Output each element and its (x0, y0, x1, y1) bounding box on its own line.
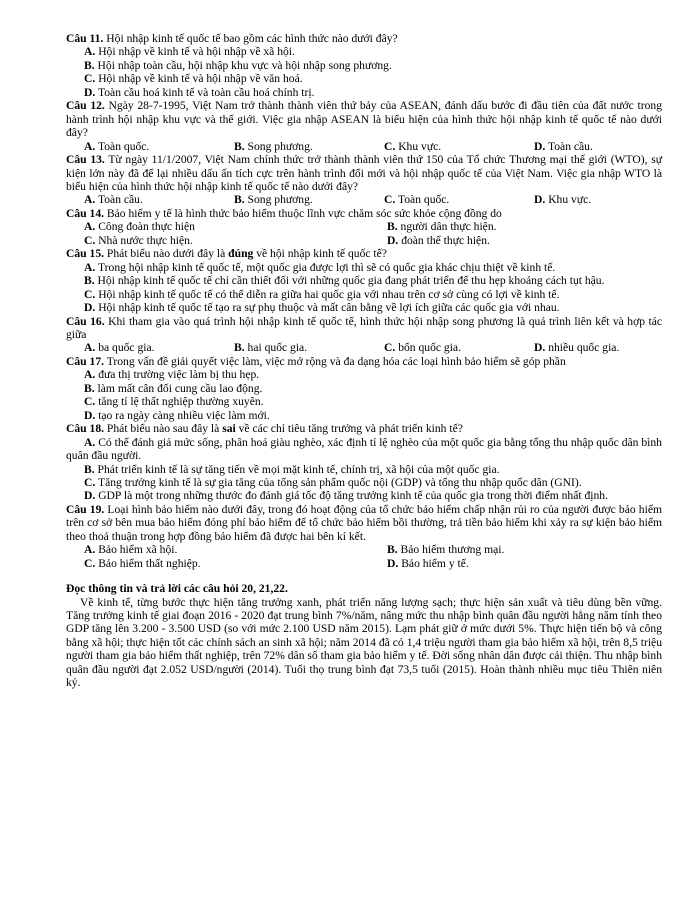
q17-option-a: A. đưa thị trường việc làm bị thu hẹp. (84, 368, 260, 382)
q18-option-c: C. Tăng trưởng kinh tế là sự gia tăng của tổng sản phẩm quốc nội (GDP) và tổng thu nhập quốc dân (GNI). (84, 475, 582, 489)
q13-option-c: C. Toàn quốc. (384, 193, 450, 207)
q14-option-c: C. Nhà nước thực hiện. (84, 233, 193, 247)
q19-option-d: D. Bảo hiểm y tế. (387, 556, 469, 570)
q15-option-c: C. Hội nhập kinh tế quốc tế có thể diễn ra giữa hai quốc gia với nhau trên cơ sở cùng có lợi về kinh tế. (84, 287, 560, 301)
q12-options (84, 140, 662, 153)
q19-options-row-2 (84, 557, 662, 570)
q16-option-c: C. bốn quốc gia. (384, 341, 461, 355)
q14-option-a: A. Công đoàn thực hiện (84, 220, 195, 234)
q15-option-b: B. Hội nhập kinh tế quốc tế chỉ cần thiết đối với những quốc gia đang phát triển để thu hẹp khoảng cách tụt hậu. (84, 274, 605, 288)
q16-options (84, 341, 662, 354)
q14-options-row-1 (84, 220, 662, 233)
question-15: Câu 15. Phát biểu nào dưới đây là đúng về hội nhập kinh tế quốc tế? (66, 247, 387, 261)
reading-heading: Đọc thông tin và trả lời các câu hỏi 20, 21,22. (66, 582, 288, 596)
q17-option-c: C. tăng tỉ lệ thất nghiệp thường xuyên. (84, 395, 264, 409)
question-18: Câu 18. Phát biểu nào sau đây là sai về các chỉ tiêu tăng trưởng và phát triển kinh tế? (66, 422, 463, 436)
q15-option-d: D. Hội nhập kinh tế quốc tế tạo ra sự phụ thuộc và mất cân bằng về lợi ích giữa các quốc gia với nhau. (84, 301, 560, 315)
q11-option-b: B. Hội nhập toàn cầu, hội nhập khu vực và hội nhập song phương. (84, 58, 392, 72)
q12-option-c: C. Khu vực. (384, 139, 442, 153)
q15-option-a: A. Trong hội nhập kinh tế quốc tế, một quốc gia được lợi thì sẽ có quốc gia khác chịu thiệt về kinh tế. (84, 260, 556, 274)
q12-option-a: A. Toàn quốc. (84, 139, 150, 153)
q19-option-c: C. Bảo hiểm thất nghiệp. (84, 556, 201, 570)
q16-option-d: D. nhiều quốc gia. (534, 341, 620, 355)
q11-option-d: D. Toàn cầu hoá kinh tế và toàn cầu hoá chính trị. (84, 85, 315, 99)
q19-option-a: A. Bảo hiểm xã hội. (84, 543, 178, 557)
question-14: Câu 14. Bảo hiểm y tế là hình thức bảo hiểm thuộc lĩnh vực chăm sóc sức khỏe cộng đồng do (66, 206, 502, 220)
q13-option-b: B. Song phương. (234, 193, 313, 207)
q11-option-a: A. Hội nhập về kinh tế và hội nhập về xã hội. (84, 45, 295, 59)
q12-option-d: D. Toàn cầu. (534, 139, 593, 153)
q13-options (84, 193, 662, 206)
question-13: Câu 13. Từ ngày 11/1/2007, Việt Nam chính thức trở thành thành viên thứ 150 của Tổ chức Thương mại thế giới (WTO), sự kiện lớn này đã để lại nhiều dấu ấn tích cực trên hành trình đổi mới và hội nhập quốc tế của Việt Nam. Việc gia nhập WTO là biểu hiện của hình thức hội nhập kinh tế quốc tế nào dưới đây? (66, 153, 662, 193)
q18-option-b: B. Phát triển kinh tế là sự tăng tiến về mọi mặt kinh tế, chính trị, xã hội của một quốc gia. (84, 462, 500, 476)
question-17: Câu 17. Trong vấn đề giải quyết việc làm, việc mở rộng và đa dạng hóa các loại hình bảo hiểm sẽ góp phần (66, 354, 566, 368)
section-spacer (66, 570, 662, 582)
question-16: Câu 16. Khi tham gia vào quá trình hội nhập kinh tế quốc tế, hình thức hội nhập song phương là quá trình liên kết và hợp tác giữa (66, 314, 662, 341)
q18-option-a: A. Có thể đánh giá mức sống, phân hoá giàu nghèo, xác định tỉ lệ nghèo của một quốc gia bằng tổng thu nhập quốc dân bình quân đầu người. (66, 435, 662, 463)
q17-option-b: B. làm mất cân đối cung cầu lao động. (84, 381, 263, 395)
question-11: Câu 11. Hội nhập kinh tế quốc tế bao gồm các hình thức nào dưới đây? (66, 32, 398, 45)
q19-option-b: B. Bảo hiểm thương mại. (387, 543, 505, 557)
question-12: Câu 12. Ngày 28-7-1995, Việt Nam trở thành thành viên thứ bảy của ASEAN, đánh dấu bước đi đầu tiên của đất nước trong hành trình hội nhập khu vực và thế giới. Việc gia nhập ASEAN là biểu hiện của hình thức hội nhập kinh tế quốc tế nào dưới đây? (66, 99, 662, 140)
question-19: Câu 19. Loại hình bảo hiểm nào dưới đây, trong đó hoạt động của tổ chức bảo hiểm chấp nhận rủi ro của người được bảo hiểm trên cơ sở bên mua bảo hiểm đóng phí bảo hiểm để tổ chức bảo hiểm bồi thường, trả tiền bảo hiểm khi xảy ra sự kiện bảo hiểm theo thoả thuận trong hợp đồng bảo hiểm đã được hai bên kí kết. (66, 502, 662, 543)
q13-option-d: D. Khu vực. (534, 193, 592, 207)
q14-option-b: B. người dân thực hiện. (387, 220, 497, 234)
q17-option-d: D. tạo ra ngày càng nhiều việc làm mới. (84, 408, 270, 422)
q11-option-c: C. Hội nhập về kinh tế và hội nhập về văn hoá. (84, 72, 303, 86)
q14-option-d: D. đoàn thể thực hiện. (387, 233, 490, 247)
q14-options-row-2 (84, 234, 662, 247)
q19-options-row-1 (84, 543, 662, 556)
q13-option-a: A. Toàn cầu. (84, 193, 143, 207)
q18-option-d: D. GDP là một trong những thước đo đánh giá tốc độ tăng trưởng kinh tế của quốc gia trong thời điểm nhất định. (84, 489, 609, 503)
q16-option-a: A. ba quốc gia. (84, 341, 155, 355)
q16-option-b: B. hai quốc gia. (234, 341, 308, 355)
reading-passage: Về kinh tế, từng bước thực hiện tăng trưởng xanh, phát triển năng lượng sạch; thực hiện sản xuất và tiêu dùng bền vững. Tăng trưởng kinh tế giai đoạn 2016 - 2020 đạt trung bình 7%/năm, nâng mức thu nhập bình quân đầu người hằng năm tính theo GDP tăng lên 3.200 - 3.500 USD (so với mức 2.100 USD năm 2015). Lạm phát giữ ở mức dưới 5%. Thực hiện tiến bộ và công bằng xã hội; thực hiện tốt các chính sách an sinh xã hội; năm 2014 đã có 1,4 triệu người tham gia bảo hiểm xã hội, trên 8,5 triệu người tham gia bảo hiểm thất nghiệp, trên 72% dân số tham gia bảo hiểm y tế. Đời sống nhân dân được cải thiện. Thu nhập bình quân đầu người đạt 2.052 USD/người (2014). Tuổi thọ trung bình đạt 73,5 tuổi (2015). Hoàn thành nhiều mục tiêu Thiên niên kỷ. (66, 595, 662, 690)
q12-option-b: B. Song phương. (234, 139, 313, 153)
